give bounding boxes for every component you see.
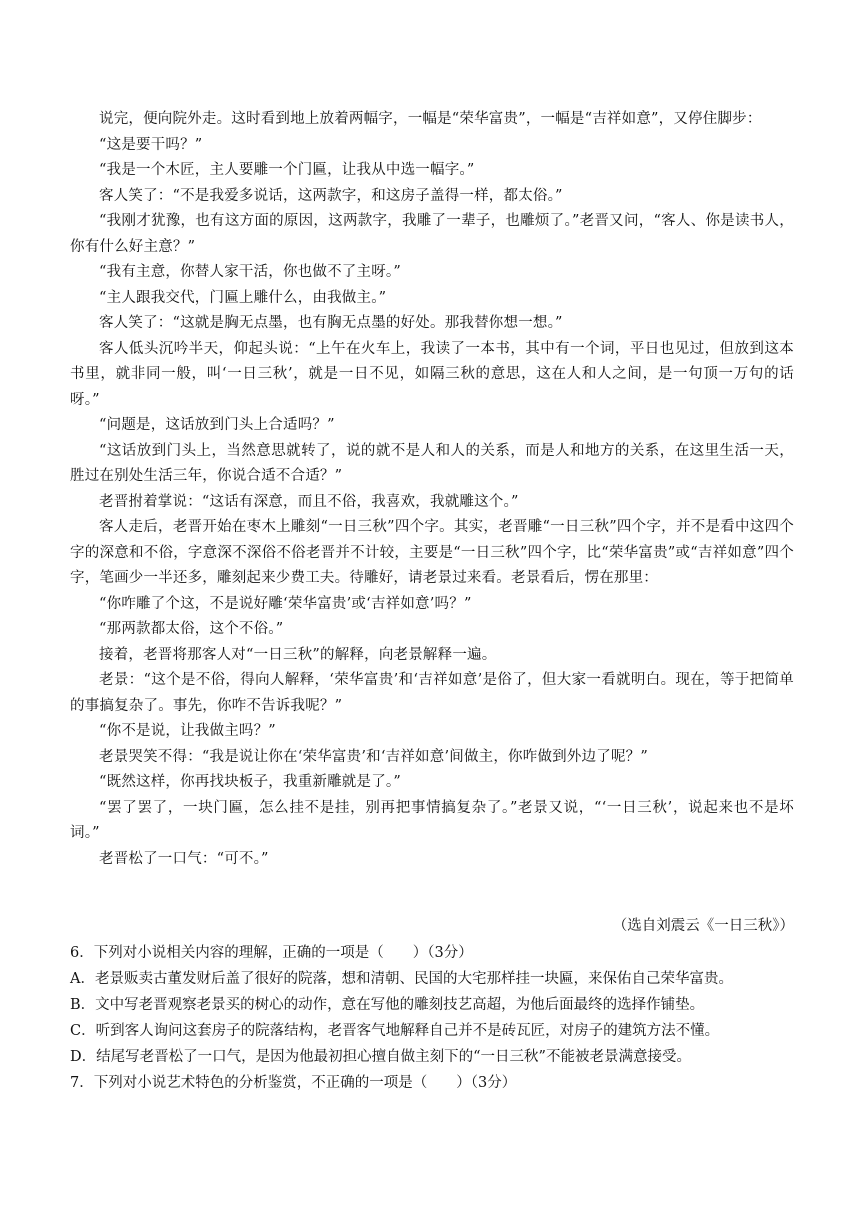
story-paragraph: 客人笑了：“不是我爱多说话，这两款字，和这房子盖得一样，都太俗。” <box>99 187 563 204</box>
story-paragraph: 客人低头沉吟半天，仰起头说：“上午在火车上，我读了一本书，其中有一个词，平日也见过，但放到这本书里，就非同一般，叫‘一日三秋’，就是一日不见，如隔三秋的意思，这在人和人之间，是一句顶一万句的话呀。” <box>70 340 794 408</box>
story-paragraph: “罢了罢了，一块门匾，怎么挂不是挂，别再把事情搞复杂了。”老景又说，“‘一日三秋’，说起来也不是坏词。” <box>70 799 794 841</box>
story-paragraph: 老景：“这个是不俗，得向人解释，‘荣华富贵’和‘吉祥如意’是俗了，但大家一看就明白。现在，等于把简单的事搞复杂了。事先，你咋不告诉我呢？” <box>70 672 794 714</box>
story-paragraph: “主人跟我交代，门匾上雕什么，由我做主。” <box>99 289 387 306</box>
question-6-option-b: B．文中写老晋观察老景买的树心的动作，意在写他的雕刻技艺高超，为他后面最终的选择作铺垫。 <box>70 997 705 1013</box>
story-paragraph: 客人走后，老晋开始在枣木上雕刻“一日三秋”四个字。其实，老晋雕“一日三秋”四个字，并不是看中这四个字的深意和不俗，字意深不深俗不俗老晋并不计较，主要是“一日三秋”四个字，比“荣华富贵”或“吉祥如意”四个字，笔画少一半还多，雕刻起来少费工夫。待雕好，请老景过来看。老景看后，愣在那里： <box>70 519 794 586</box>
story-paragraph: 接着，老晋将那客人对“一日三秋”的解释，向老景解释一遍。 <box>99 646 497 663</box>
story-paragraph: “你咋雕了个这，不是说好雕‘荣华富贵’或‘吉祥如意’吗？” <box>99 595 472 612</box>
story-paragraph: 说完，便向院外走。这时看到地上放着两幅字，一幅是“荣华富贵”，一幅是“吉祥如意”，又停住脚步： <box>99 111 762 127</box>
story-paragraph: “我是一个木匠，主人要雕一个门匾，让我从中选一幅字。” <box>99 162 475 178</box>
source-citation: （选自刘震云《一日三秋》） <box>612 918 794 934</box>
question-6-option-d: D．结尾写老晋松了一口气，是因为他最初担心擅自做主刻下的“一日三秋”不能被老景满意接受。 <box>70 1049 691 1065</box>
question-list <box>70 940 794 1096</box>
story-paragraph: “那两款都太俗，这个不俗。” <box>99 621 284 637</box>
story-paragraph: “这是要干吗？” <box>99 136 203 153</box>
story-paragraph: “你不是说，让我做主吗？” <box>99 723 276 739</box>
story-text <box>70 107 794 872</box>
question-6-option-c: C．听到客人询问这套房子的院落结构，老晋客气地解释自己并不是砖瓦匠，对房子的建筑方法不懂。 <box>70 1023 720 1039</box>
story-paragraph: “我刚才犹豫，也有这方面的原因，这两款字，我雕了一辈子，也雕烦了。”老晋又问，“客人、你是读书人，你有什么好主意？” <box>70 213 794 255</box>
story-paragraph: 客人笑了：“这就是胸无点墨，也有胸无点墨的好处。那我替你想一想。” <box>99 315 563 331</box>
story-paragraph: 老晋松了一口气：“可不。” <box>99 850 269 867</box>
question-6-option-a: A．老景贩卖古董发财后盖了很好的院落，想和清朝、民国的大宅那样挂一块匾，来保佑自己荣华富贵。 <box>70 971 733 987</box>
story-paragraph: 老晋拊着掌说：“这话有深意，而且不俗，我喜欢，我就雕这个。” <box>99 493 519 510</box>
story-paragraph: “问题是，这话放到门头上合适吗？” <box>99 417 335 433</box>
story-paragraph: “这话放到门头上，当然意思就转了，说的就不是人和人的关系，而是人和地方的关系，在这里生活一天，胜过在别处生活三年，你说合适不合适？” <box>70 442 794 484</box>
story-paragraph: “既然这样，你再找块板子，我重新雕就是了。” <box>99 774 401 790</box>
question-6-stem: 6．下列对小说相关内容的理解，正确的一项是（ ）（3分） <box>70 945 473 961</box>
story-paragraph: 老景哭笑不得：“我是说让你在‘荣华富贵’和‘吉祥如意’间做主，你咋做到外边了呢？” <box>99 748 648 765</box>
question-7-stem: 7．下列对小说艺术特色的分析鉴赏，不正确的一项是（ ）（3分） <box>70 1075 517 1091</box>
story-paragraph: “我有主意，你替人家干活，你也做不了主呀。” <box>99 264 401 280</box>
